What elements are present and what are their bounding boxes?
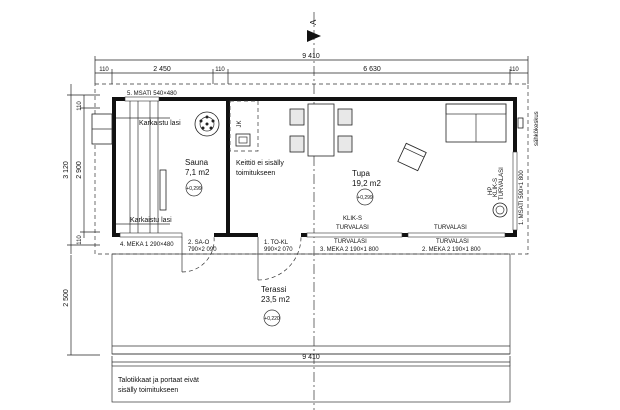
sauna-level: +0,299 [186, 186, 202, 192]
top-dimension-4: 6 630 [363, 66, 381, 73]
sauna-room-area: 7,1 m2 [185, 168, 210, 177]
top-dimension-5: 110 [509, 67, 519, 73]
stairs-area [112, 366, 510, 402]
left-dimension-3: 110 [77, 235, 83, 245]
sauna-door-size: 790×2 090 [188, 247, 217, 253]
window-3-meka [307, 233, 402, 237]
terrace-depth-dimension: 2 500 [63, 289, 70, 307]
heat-pump-glass-label: TURVALASI [499, 167, 505, 200]
north-label: A [309, 19, 318, 25]
window-3-label: 3. MEKA 2 190×1 800 [320, 247, 379, 253]
turvalasi-label-outer-2: TURVALASI [436, 239, 469, 245]
left-dimension-2: 2 900 [76, 161, 83, 179]
stairs-note-1: Talotikkaat ja portaat eivät [118, 377, 199, 384]
armchair [398, 143, 426, 170]
dining-set [290, 104, 352, 156]
turvalasi-label-outer-1: TURVALASI [334, 239, 367, 245]
window-1-label: 1. MSATI 590×1 800 [519, 170, 525, 225]
heat-pump-icon [493, 203, 507, 217]
window-1-msati [513, 152, 517, 230]
window-4-label: 4. MEKA 1 290×480 [120, 242, 174, 248]
front-door-label: 1. TO-KL [264, 240, 289, 246]
window-2-meka [408, 233, 505, 237]
left-total-dimension: 3 120 [63, 161, 70, 179]
sofa [446, 104, 506, 142]
stairs-note-2: sisälly toimitukseen [118, 387, 179, 394]
window-5-msati [125, 97, 159, 101]
tupa-room-name: Tupa [352, 169, 370, 178]
turvalasi-label-inner-1: TURVALASI [336, 225, 369, 231]
front-klik-s-label: KLIK-S [343, 216, 363, 222]
electrical-panel [518, 118, 523, 128]
turvalasi-label-inner-2: TURVALASI [434, 225, 467, 231]
sauna-glass-label-top: Karkaistu lasi [139, 120, 181, 127]
window-4-meka [120, 233, 182, 237]
terrace-outline [112, 254, 510, 354]
terrace-area: 23,5 m2 [261, 295, 290, 304]
electrical-panel-label: sähkökeskus [534, 111, 540, 146]
top-dimension-2: 2 450 [153, 66, 171, 73]
terrace-name: Terassi [261, 285, 287, 294]
left-dimension-1: 110 [77, 101, 83, 111]
top-dimension-3: 110 [215, 67, 225, 73]
sauna-door-label: 2. SA-O [188, 240, 210, 246]
tupa-room-area: 19,2 m2 [352, 179, 381, 188]
north-arrow-icon [307, 12, 321, 410]
tupa-level: +0,299 [357, 195, 373, 201]
sauna-room-name: Sauna [185, 158, 209, 167]
top-total-dimension: 9 410 [302, 53, 320, 60]
kitchen-jk-label: JK [237, 120, 243, 128]
front-door-size: 990×2 070 [264, 247, 293, 253]
bottom-total-dimension: 9 410 [302, 354, 320, 361]
sauna-glass-label-bottom: Karkaistu lasi [130, 217, 172, 224]
sink-icon [236, 134, 250, 146]
window-2-label: 2. MEKA 2 190×1 800 [422, 247, 481, 253]
terrace-level: +0,220 [264, 316, 280, 322]
stove-icon [195, 112, 219, 136]
partition-wall [226, 101, 230, 233]
top-dimension-1: 110 [99, 67, 109, 73]
heat-pump-label: HP [488, 186, 494, 195]
kitchen-note-1: Keittiö ei sisälly [236, 160, 284, 167]
kitchen-note-2: toimitukseen [236, 170, 276, 177]
right-klik-s-label: KLIK-S [493, 177, 499, 197]
window-5-label: 5. MSATI 540×480 [127, 91, 177, 97]
